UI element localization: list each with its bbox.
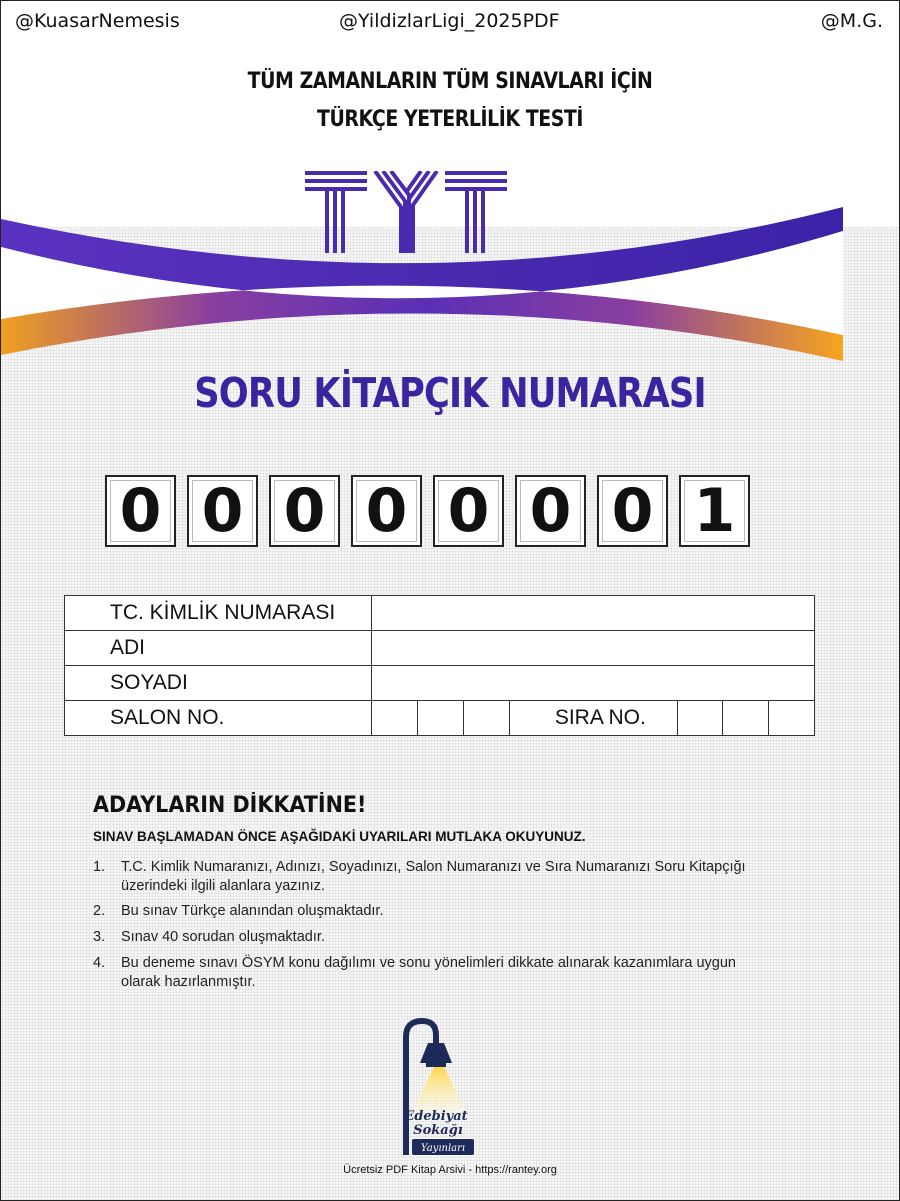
notice-item <box>93 928 763 947</box>
notice-item-text: Bu sınav Türkçe alanından oluşmaktadır. <box>121 903 384 919</box>
exam-title-line1: TÜM ZAMANLARIN TÜM SINAVLARI İÇİN <box>247 69 653 94</box>
notice-item-text: Bu deneme sınavı ÖSYM konu dağılımı ve sonu yönelimleri dikkate alınarak kazanımlara uygun olarak hazırlanmıştır. <box>121 955 736 990</box>
name-label: ADI <box>65 631 372 666</box>
digit-box: 1 <box>679 475 750 547</box>
publisher-logo <box>396 1017 486 1159</box>
notice-item-number: 4. <box>93 955 106 971</box>
name-field[interactable] <box>372 631 815 666</box>
publisher-line1: Edebiyat <box>404 1109 468 1124</box>
tyt-logo <box>303 171 511 255</box>
tc-row <box>65 596 815 631</box>
sira-box[interactable] <box>723 701 769 736</box>
name-row <box>65 631 815 666</box>
watermark-right: @M.G. <box>820 10 883 32</box>
surname-field[interactable] <box>372 666 815 701</box>
digit-box: 0 <box>515 475 586 547</box>
booklet-number-title: SORU KİTAPÇIK NUMARASI <box>194 369 706 417</box>
notice-subtitle: SINAV BAŞLAMADAN ÖNCE AŞAĞIDAKİ UYARILARI MUTLAKA OKUYUNUZ. <box>93 829 586 844</box>
publisher-line2: Sokağı <box>413 1123 463 1138</box>
notice-item-number: 2. <box>93 903 106 919</box>
notice-item <box>93 954 763 992</box>
tc-label: TC. KİMLİK NUMARASI <box>65 596 372 631</box>
notice-item-number: 1. <box>93 859 106 875</box>
salon-box[interactable] <box>418 701 464 736</box>
surname-row <box>65 666 815 701</box>
digit-box: 0 <box>351 475 422 547</box>
digit-box: 0 <box>269 475 340 547</box>
sira-box[interactable] <box>769 701 815 736</box>
digit-box: 0 <box>187 475 258 547</box>
notice-item <box>93 858 763 896</box>
digit-box: 0 <box>433 475 504 547</box>
footer-text: Ücretsiz PDF Kitap Arsivi - https://rantey.org <box>343 1164 557 1176</box>
digit-box: 0 <box>597 475 668 547</box>
salon-box[interactable] <box>372 701 418 736</box>
notice-item-number: 3. <box>93 929 106 945</box>
digit-box: 0 <box>105 475 176 547</box>
exam-title-line2: TÜRKÇE YETERLİLİK TESTİ <box>316 107 584 132</box>
publisher-line3: Yayınları <box>420 1143 466 1154</box>
candidate-info-form <box>64 595 815 736</box>
salon-label: SALON NO. <box>65 701 372 736</box>
notice-item <box>93 902 763 921</box>
watermark-bar <box>1 1 899 45</box>
salon-box[interactable] <box>464 701 510 736</box>
salon-row <box>65 701 815 736</box>
watermark-center: @YildizlarLigi_2025PDF <box>339 10 560 32</box>
sira-box[interactable] <box>677 701 723 736</box>
booklet-number-digits <box>105 475 751 547</box>
notice-item-text: Sınav 40 sorudan oluşmaktadır. <box>121 929 325 945</box>
sira-label: SIRA NO. <box>509 701 677 736</box>
watermark-left: @KuasarNemesis <box>15 10 180 32</box>
notice-item-text: T.C. Kimlik Numaranızı, Adınızı, Soyadınızı, Salon Numaranızı ve Sıra Numaranızı Soru Kitapçığı üzerindeki ilgili alanlara yazınız. <box>121 859 746 894</box>
tc-field[interactable] <box>372 596 815 631</box>
notice-title: ADAYLARIN DİKKATİNE! <box>93 793 367 818</box>
surname-label: SOYADI <box>65 666 372 701</box>
